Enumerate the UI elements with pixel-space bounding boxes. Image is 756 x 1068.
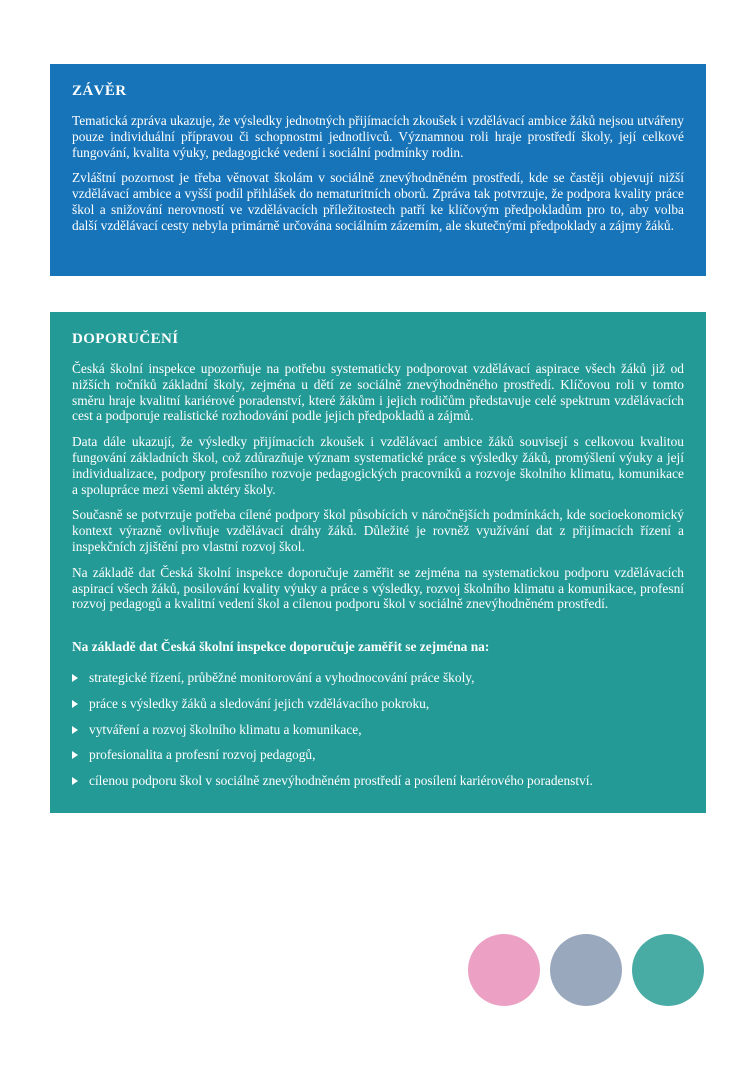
list-item — [72, 670, 684, 686]
list-item — [72, 722, 684, 738]
list-item — [72, 773, 684, 789]
zaver-paragraph-2: Zvláštní pozornost je třeba věnovat školám v sociálně znevýhodněném prostředí, kde se častěji objevují nižší vzdělávací ambice a vyšší podíl přihlášek do nematuritních oborů. Zpráva tak potvrzuje, že podpora kvality práce škol a snižování nerovností ve vzdělávacích příležitostech patří ke klíčovým předpokladům pro to, aby volba další vzdělávací cesty nebyla primárně určována sociálním zázemím, ale skutečnými předpoklady a zájmy žáků. — [72, 170, 684, 233]
doporuceni-paragraph-3: Současně se potvrzuje potřeba cílené podpory škol působících v náročnějších podmínkách, kde socioekonomický kontext výrazně ovlivňuje vzdělávací dráhy žáků. Důležité je rovněž využívání dat z přijímacích řízení a inspekčních zjištění pro vlastní rozvoj škol. — [72, 507, 684, 554]
bullet-triangle-icon — [72, 700, 78, 708]
bullet-text: profesionalita a profesní rozvoj pedagogů, — [89, 747, 316, 763]
footer-dots — [468, 934, 704, 1006]
zaver-title: ZÁVĚR — [72, 83, 127, 99]
doporuceni-list-intro: Na základě dat Česká školní inspekce doporučuje zaměřit se zejména na: — [72, 639, 490, 655]
bullet-text: cílenou podporu škol v sociálně znevýhodněném prostředí a posílení kariérového poradenství. — [89, 773, 593, 789]
zaver-section — [50, 64, 706, 276]
bullet-triangle-icon — [72, 751, 78, 759]
bullet-triangle-icon — [72, 674, 78, 682]
dot-teal — [632, 934, 704, 1006]
doporuceni-paragraph-1: Česká školní inspekce upozorňuje na potřebu systematicky podporovat vzdělávací aspirace všech žáků již od nižších ročníků základní školy, zejména u dětí ze sociálně znevýhodněného prostředí. Klíčovou roli v tomto směru hraje kvalitní kariérové poradenství, které žákům i jejich rodičům představuje celé spektrum vzdělávacích cest a podporuje realistické rozhodování podle jejich předpokladů a zájmů. — [72, 361, 684, 424]
list-item — [72, 696, 684, 712]
bullet-text: vytváření a rozvoj školního klimatu a komunikace, — [89, 721, 362, 737]
doporuceni-paragraph-2: Data dále ukazují, že výsledky přijímacích zkoušek i vzdělávací ambice žáků souvisejí s celkovou kvalitou fungování základních škol, což zdůrazňuje význam systematické práce s výsledky žáků, promýšlení výuky a její individualizace, podpory profesního rozvoje pedagogických pracovníků a rozvoje školního klimatu, komunikace a spolupráce mezi všemi aktéry školy. — [72, 434, 684, 497]
zaver-paragraph-1: Tematická zpráva ukazuje, že výsledky jednotných přijímacích zkoušek i vzdělávací ambice žáků nejsou utvářeny pouze individuální přípravou či schopnostmi jednotlivců. Významnou roli hraje prostředí školy, její celkové fungování, kvalita výuky, pedagogické vedení i sociální podmínky rodin. — [72, 113, 684, 160]
bullet-triangle-icon — [72, 726, 78, 734]
bullet-triangle-icon — [72, 777, 78, 785]
dot-gray-blue — [550, 934, 622, 1006]
dot-pink — [468, 934, 540, 1006]
bullet-text: práce s výsledky žáků a sledování jejich vzdělávacího pokroku, — [89, 695, 430, 711]
list-item — [72, 747, 684, 763]
doporuceni-title: DOPORUČENÍ — [72, 331, 179, 347]
doporuceni-paragraph-4: Na základě dat Česká školní inspekce doporučuje zaměřit se zejména na systematickou podporu vzdělávacích aspirací všech žáků, posilování kvality výuky a práce s výsledky, rozvoj školního klimatu a komunikace, profesní rozvoj pedagogů a kvalitní vedení škol a cílenou podporu škol v sociálně znevýhodněném prostředí. — [72, 564, 684, 612]
doporuceni-section — [50, 312, 706, 813]
doporuceni-bullet-list — [72, 670, 684, 789]
bullet-text: strategické řízení, průběžné monitorování a vyhodnocování práce školy, — [89, 669, 475, 685]
